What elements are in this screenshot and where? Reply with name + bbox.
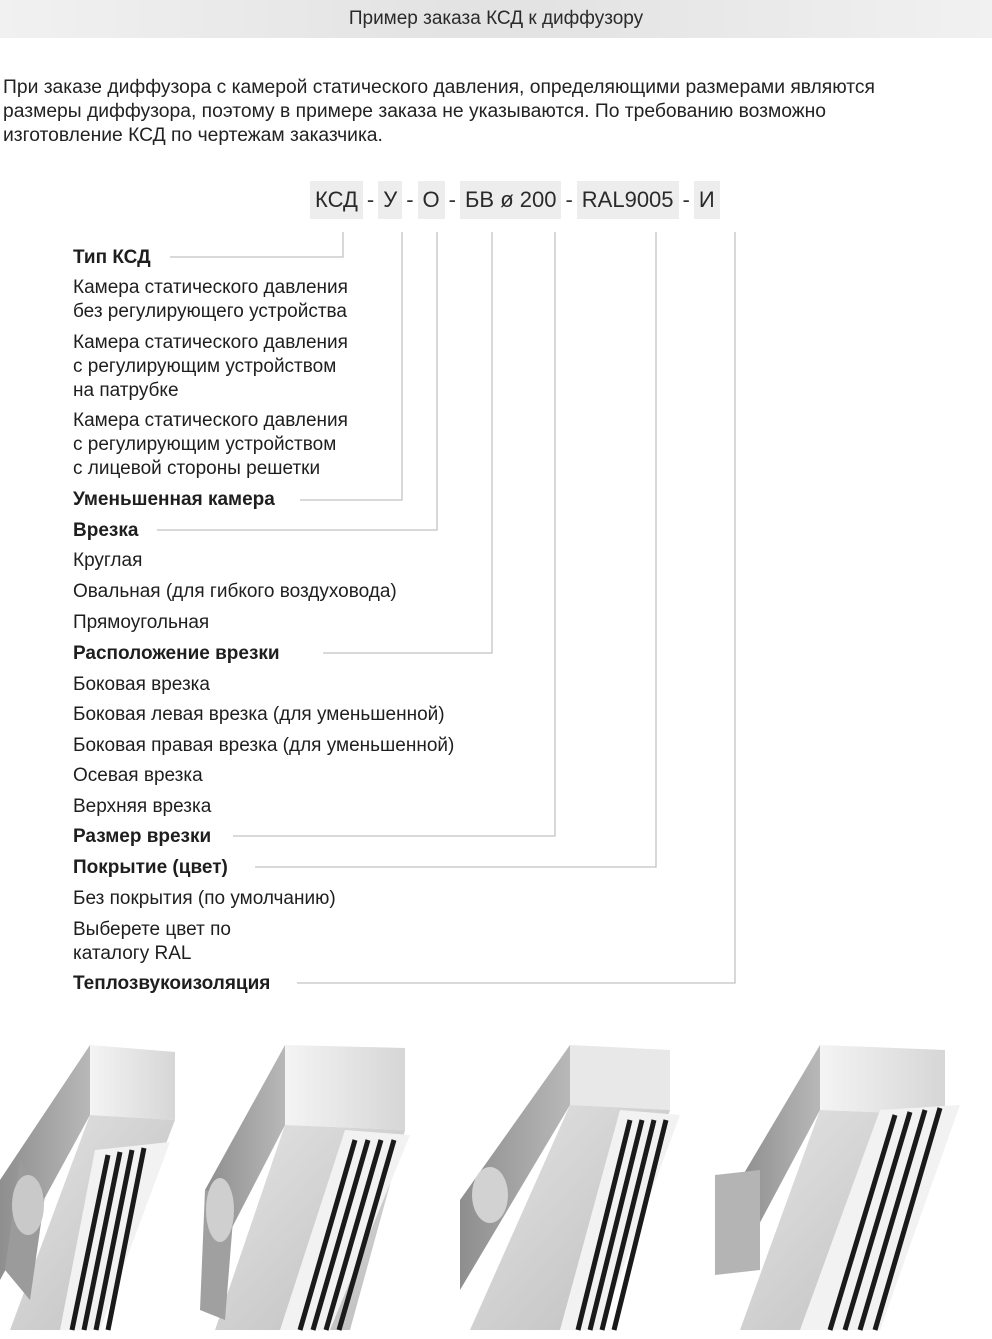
diffuser-illustration-2 xyxy=(200,1045,410,1330)
legend-text: Выберете цвет по xyxy=(73,919,231,940)
legend-text: Боковая правая врезка (для уменьшенной) xyxy=(73,735,455,756)
legend-text: Камера статического давления xyxy=(73,332,348,353)
legend-title: Тип КСД xyxy=(73,247,151,268)
page-title: Пример заказа КСД к диффузору xyxy=(348,8,644,29)
legend-text: Боковая левая врезка (для уменьшенной) xyxy=(73,704,445,725)
legend-text: с лицевой стороны решетки xyxy=(73,458,321,479)
diffuser-illustration-4 xyxy=(715,1045,960,1330)
legend-text: Круглая xyxy=(73,550,143,571)
legend-title: Врезка xyxy=(73,520,139,541)
legend-text: Верхняя врезка xyxy=(73,796,212,817)
diffuser-illustration-3 xyxy=(460,1045,680,1330)
legend-text: Осевая врезка xyxy=(73,765,203,786)
code-seg-type: КСД xyxy=(310,181,363,219)
legend-title: Покрытие (цвет) xyxy=(73,857,228,878)
connector-color xyxy=(255,232,656,867)
page-header xyxy=(0,0,992,38)
legend-title: Уменьшенная камера xyxy=(73,489,275,510)
intro-text xyxy=(3,76,983,148)
intro-line: изготовление КСД по чертежам заказчика. xyxy=(3,125,383,146)
legend-text: Боковая врезка xyxy=(73,674,210,695)
code-seg-insulation: И xyxy=(694,181,720,219)
order-code xyxy=(310,181,720,219)
legend-text: без регулирующего устройства xyxy=(73,301,347,322)
code-separator: - xyxy=(565,187,573,212)
intro-line: При заказе диффузора с камерой статического давления, определяющими размерами являются xyxy=(3,77,875,98)
legend-text: на патрубке xyxy=(73,380,179,401)
legend-text: с регулирующим устройством xyxy=(73,356,337,377)
code-separator: - xyxy=(682,187,690,212)
legend-title: Размер врезки xyxy=(73,826,212,847)
legend-text: Овальная (для гибкого воздуховода) xyxy=(73,581,397,602)
legend-text: Прямоугольная xyxy=(73,612,210,633)
code-separator: - xyxy=(406,187,414,212)
legend-text: Без покрытия (по умолчанию) xyxy=(73,888,336,909)
legend-text: каталогу RAL xyxy=(73,943,192,964)
connector-type xyxy=(170,232,343,257)
code-separator: - xyxy=(366,187,375,212)
legend-title: Расположение врезки xyxy=(73,643,280,664)
intro-line: размеры диффузора, поэтому в примере заказа не указываются. По требованию возможно xyxy=(3,101,827,122)
product-illustrations xyxy=(0,1030,992,1339)
code-seg-size: У xyxy=(378,181,402,219)
legend-text: с регулирующим устройством xyxy=(73,434,337,455)
code-seg-cut: О xyxy=(418,181,445,219)
diffuser-illustration-1 xyxy=(0,1045,175,1330)
legend-title: Теплозвукоизоляция xyxy=(73,973,271,994)
connector-insulation xyxy=(297,232,735,983)
code-seg-color: RAL9005 xyxy=(577,181,679,219)
legend-text: Камера статического давления xyxy=(73,410,348,431)
code-separator: - xyxy=(448,187,456,212)
legend-text: Камера статического давления xyxy=(73,277,348,298)
code-seg-location: БВ ø 200 xyxy=(460,181,561,219)
